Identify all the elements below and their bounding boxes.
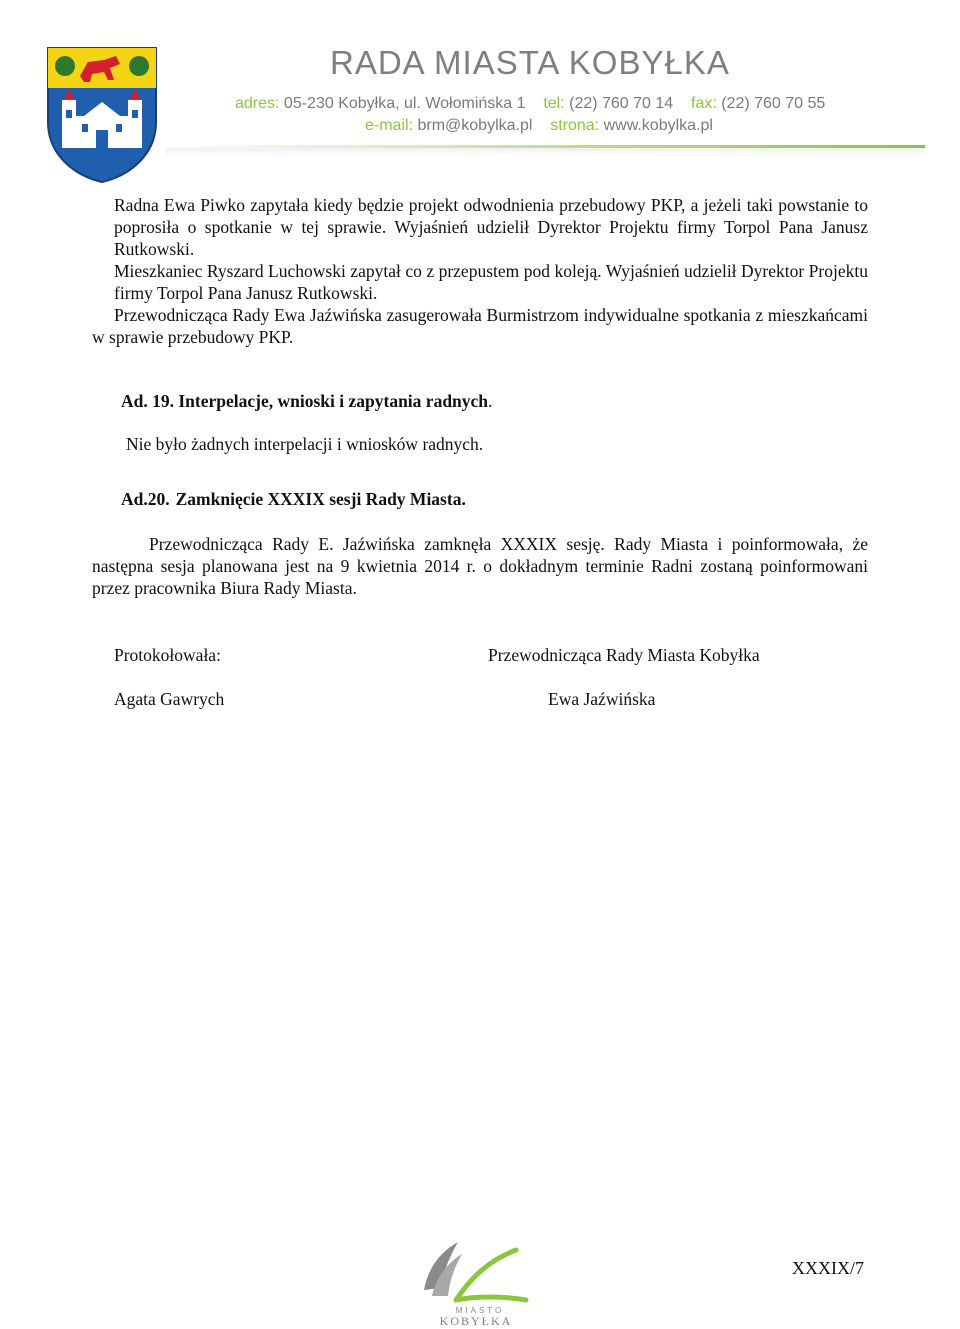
heading-item-19 [121, 391, 492, 412]
email-value[interactable]: brm@kobylka.pl [417, 117, 533, 134]
signature-left-name: Agata Gawrych [114, 689, 225, 709]
heading-20-text: Zamknięcie XXXIX sesji Rady Miasta. [175, 489, 466, 509]
footer-logo-word-2: KOBYŁKA [439, 1314, 513, 1328]
address-label: adres: [235, 95, 280, 112]
org-name: RADA MIASTA KOBYŁKA [330, 44, 730, 81]
heading-20-number: Ad.20. [121, 489, 170, 509]
heading-19-tail: . [488, 391, 493, 411]
tel-label: tel: [543, 95, 565, 112]
contact-line-2 [365, 117, 713, 135]
page-number: XXXIX/7 [792, 1258, 864, 1278]
footer-logo-word-1: MIASTO [455, 1306, 505, 1315]
coat-of-arms-icon [44, 44, 160, 184]
web-value[interactable]: www.kobylka.pl [603, 117, 713, 134]
kobylka-city-logo-icon [410, 1238, 550, 1328]
paragraph-1: Radna Ewa Piwko zapytała kiedy będzie projekt odwodnienia przebudowy PKP, a jeżeli taki powstanie to poprosiła o spotkanie w tej sprawie. Wyjaśnień udzielił Dyrektor Projektu firmy Torpol Pana Janusz Rutkowski. [114, 195, 868, 259]
fax-value: (22) 760 70 55 [721, 95, 826, 112]
paragraph-3: Przewodnicząca Rady Ewa Jaźwińska zasugerowała Burmistrzom indywidualne spotkania z mieszkańcami w sprawie przebudowy PKP. [92, 305, 868, 347]
paragraph-2: Mieszkaniec Ryszard Luchowski zapytał co z przepustem pod koleją. Wyjaśnień udzielił Dyrektor Projektu firmy Torpol Pana Janusz Rutkowski. [114, 261, 868, 303]
tel-value: (22) 760 70 14 [569, 95, 674, 112]
signature-right-role: Przewodnicząca Rady Miasta Kobyłka [488, 645, 760, 665]
heading-19-text: Ad. 19. Interpelacje, wnioski i zapytania radnych [121, 391, 489, 411]
email-label: e-mail: [365, 117, 414, 134]
fax-label: fax: [690, 95, 717, 112]
heading-item-20 [121, 489, 466, 510]
signature-left-role: Protokołowała: [114, 645, 221, 665]
address-value: 05-230 Kobyłka, ul. Wołomińska 1 [283, 95, 526, 112]
paragraph-5: Przewodnicząca Rady E. Jaźwińska zamknęła XXXIX sesję. Rady Miasta i poinformowała, że następna sesja planowana jest na 9 kwietnia 2014 r. o dokładnym terminie Radni zostaną poinformowani przez pracownika Biura Rady Miasta. [92, 534, 868, 598]
paragraph-4: Nie było żadnych interpelacji i wniosków radnych. [126, 434, 484, 454]
header-divider-shadow [165, 148, 925, 156]
web-label: strona: [550, 117, 600, 134]
contact-line-1 [235, 95, 825, 113]
signature-right-name: Ewa Jaźwińska [548, 689, 656, 709]
